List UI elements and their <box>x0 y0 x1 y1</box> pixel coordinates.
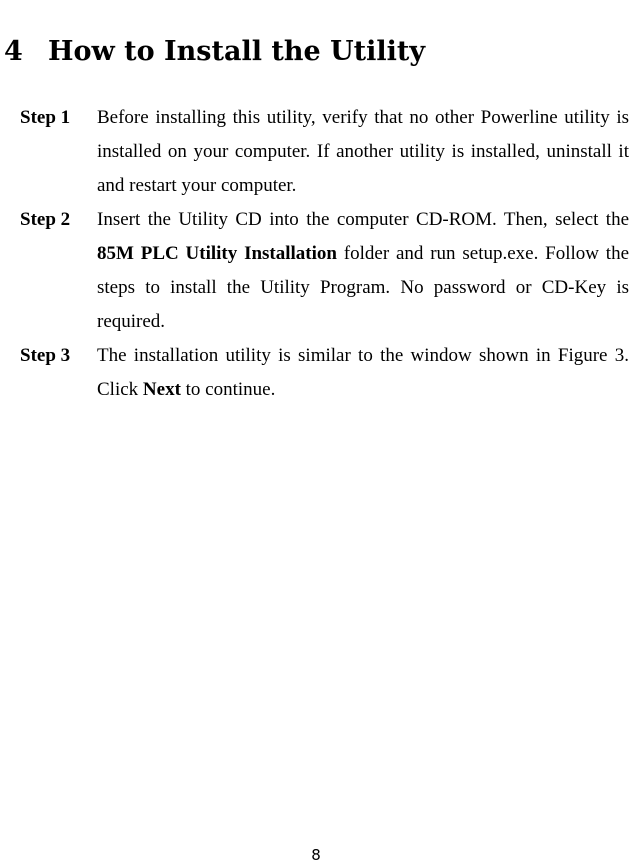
section-title: How to Install the Utility <box>48 36 426 67</box>
step-1 <box>20 101 629 203</box>
section-heading <box>4 34 425 70</box>
step-text-part: Insert the Utility CD into the computer CD-ROM. Then, select the <box>97 209 629 230</box>
step-label: Step 2 <box>20 209 71 230</box>
step-label: Step 1 <box>20 107 71 128</box>
page-number: 8 <box>311 846 321 864</box>
step-text: Before installing this utility, verify that no other Powerline utility is installed on your computer. If another utility is installed, uninstall it and restart your computer. <box>97 107 629 196</box>
step-3 <box>20 339 629 407</box>
utility-folder-name: 85M PLC Utility Installation <box>97 243 337 264</box>
step-text-part: The installation utility is similar to the window shown in Figure 3. Click <box>97 345 629 400</box>
step-text <box>97 203 629 339</box>
step-label: Step 3 <box>20 345 71 366</box>
installation-steps <box>20 101 629 407</box>
step-text-part: folder and run setup.exe. Follow the steps to install the Utility Program. No password or CD-Key is required. <box>97 243 630 332</box>
section-number: 4 <box>4 36 23 67</box>
next-button-reference: Next <box>142 379 181 400</box>
step-text <box>97 339 629 407</box>
step-text-part: to continue. <box>180 379 276 400</box>
step-2 <box>20 203 629 339</box>
